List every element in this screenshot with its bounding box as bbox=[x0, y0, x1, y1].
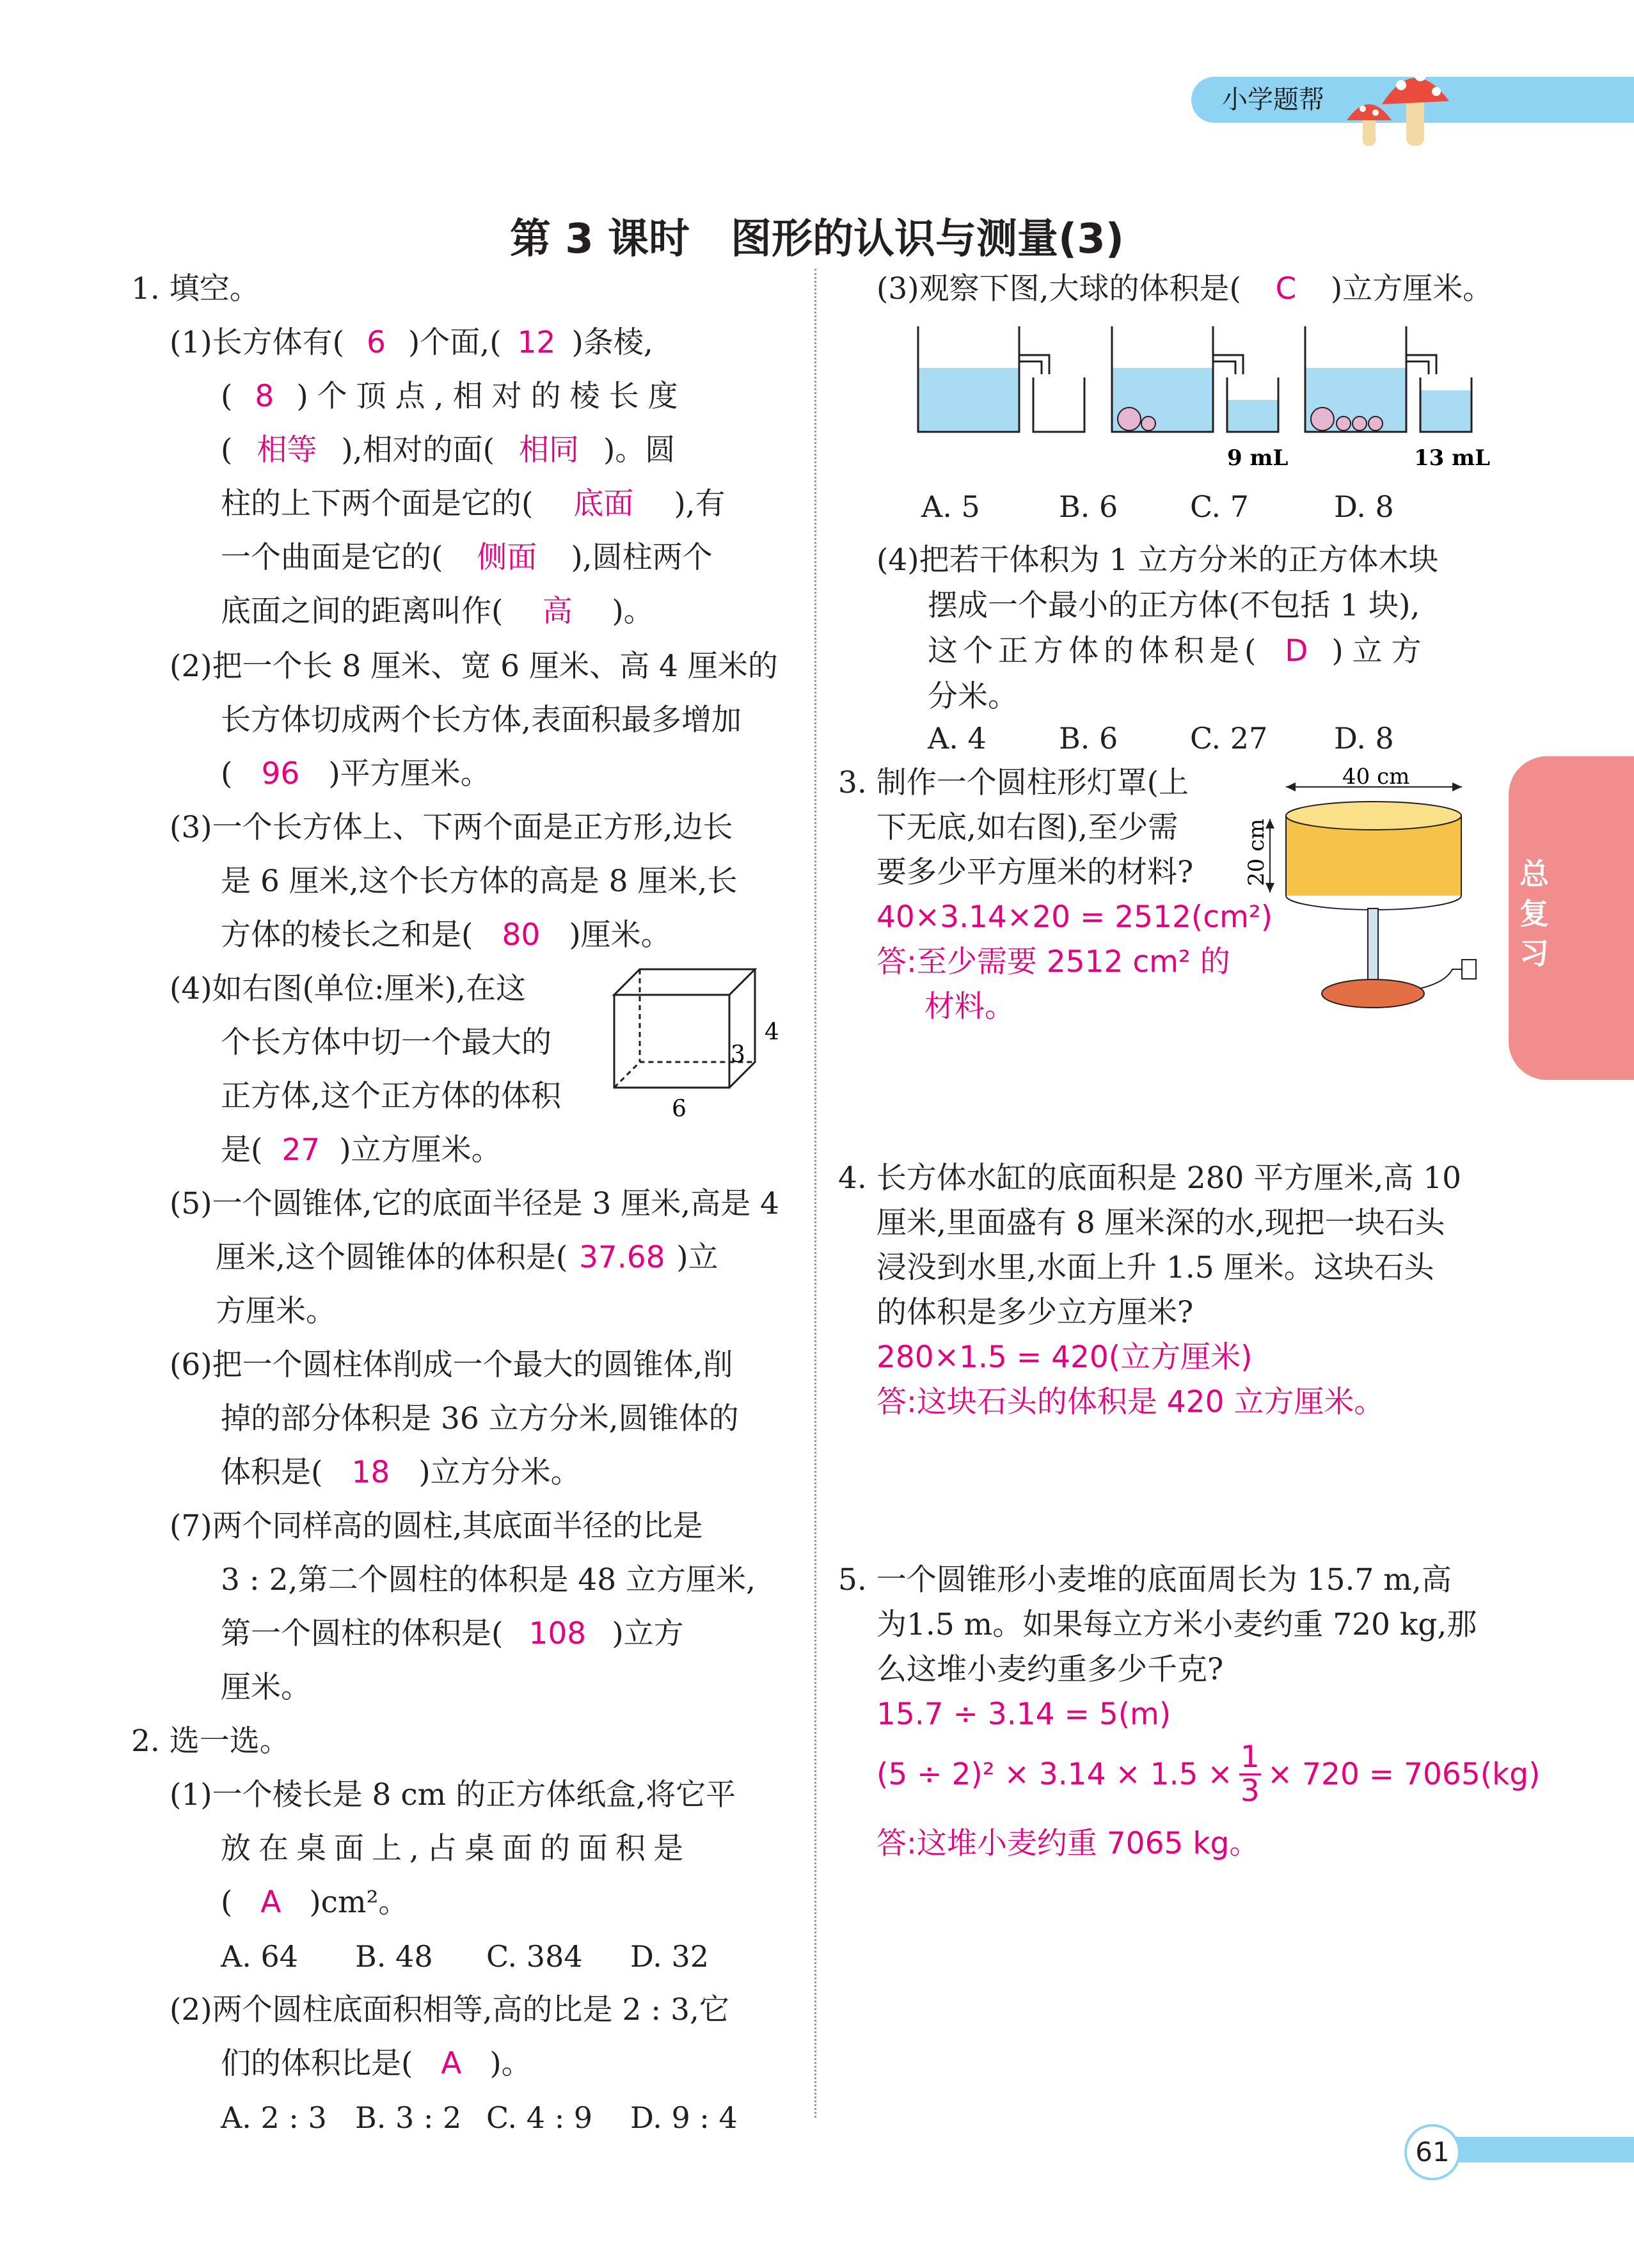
q4-answer-2: 答:这块石头的体积是 420 立方厘米。 bbox=[876, 1384, 1384, 1420]
option: C. 27 bbox=[1190, 721, 1268, 756]
answer: C bbox=[1275, 271, 1297, 306]
q2-s2-line2: 们的体积比是( A )。 bbox=[221, 2037, 532, 2091]
option: B. 48 bbox=[355, 1939, 433, 1974]
answer: D bbox=[1285, 633, 1308, 669]
option: D. 8 bbox=[1334, 721, 1394, 756]
q1-heading: 1. 填空。 bbox=[131, 271, 260, 306]
answer: 27 bbox=[282, 1132, 321, 1168]
q1-s1-line3: ( 相等 ),相对的面( 相同 )。圆 bbox=[221, 424, 675, 477]
answer: A bbox=[260, 1885, 282, 1920]
answer: 相等 bbox=[257, 432, 317, 468]
q1-s7-line3: 第一个圆柱的体积是( 108 )立方 bbox=[221, 1607, 684, 1661]
q1-s5-line1: (5)一个圆锥体,它的底面半径是 3 厘米,高是 4 bbox=[170, 1186, 780, 1221]
q1-s6-line3: 体积是( 18 )立方分米。 bbox=[221, 1446, 581, 1500]
answer: 侧面 bbox=[477, 540, 537, 575]
option: B. 6 bbox=[1059, 489, 1118, 524]
figure-depth-label: 3 bbox=[731, 1042, 745, 1068]
cup-label: 13 mL bbox=[1414, 445, 1491, 471]
q3-line2: 下无底,如右图),至少需 bbox=[876, 810, 1178, 845]
q4-line1: 4. 长方体水缸的底面积是 280 平方厘米,高 10 bbox=[838, 1161, 1462, 1196]
q1-s7-line1: (7)两个同样高的圆柱,其底面半径的比是 bbox=[170, 1509, 703, 1544]
q5-line1: 5. 一个圆锥形小麦堆的底面周长为 15.7 m,高 bbox=[838, 1562, 1452, 1598]
q1-s1-line1: (1)长方体有( 6 )个面,( 12 )条棱, bbox=[170, 316, 784, 370]
page-number: 61 bbox=[1404, 2124, 1461, 2180]
option: B. 6 bbox=[1059, 721, 1118, 756]
q2-s4-line2: 摆成一个最小的正方体(不包括 1 块), bbox=[928, 588, 1420, 623]
answer: 12 bbox=[517, 325, 556, 360]
q2-s1-line2: 放在桌面上,占桌面的面积是 bbox=[221, 1831, 691, 1866]
side-tab-char: 复 bbox=[1519, 896, 1549, 931]
option: A. 64 bbox=[221, 1939, 298, 1974]
q5-answer-1: 15.7 ÷ 3.14 = 5(m) bbox=[876, 1697, 1171, 1732]
q1-s3-line2: 是 6 厘米,这个长方体的高是 8 厘米,长 bbox=[221, 864, 738, 899]
fraction: 1 3 bbox=[1239, 1741, 1261, 1807]
lamp-figure bbox=[1235, 765, 1491, 1020]
footer-bar bbox=[1446, 2137, 1634, 2162]
q5-line3: 么这堆小麦约重多少千克? bbox=[876, 1652, 1224, 1687]
q3-line3: 要多少平方厘米的材料? bbox=[876, 855, 1194, 890]
answer: 8 bbox=[255, 379, 274, 414]
option: A. 2 : 3 bbox=[221, 2100, 327, 2135]
q2-s4-line1: (4)把若干体积为 1 立方分米的正方体木块 bbox=[876, 543, 1439, 578]
option: A. 5 bbox=[921, 489, 980, 524]
lamp-height-label: 20 cm bbox=[1244, 818, 1269, 886]
option: D. 9 : 4 bbox=[630, 2100, 738, 2135]
beakers-figure bbox=[915, 323, 1523, 483]
q1-s2-line2: 长方体切成两个长方体,表面积最多增加 bbox=[221, 702, 742, 738]
answer: 18 bbox=[351, 1455, 390, 1490]
q3-line1: 3. 制作一个圆柱形灯罩(上 bbox=[838, 765, 1189, 800]
q1-s3-line1: (3)一个长方体上、下两个面是正方形,边长 bbox=[170, 810, 733, 845]
q1-s4-line1: (4)如右图(单位:厘米),在这 bbox=[170, 971, 527, 1006]
option: C. 384 bbox=[486, 1939, 583, 1974]
option: D. 8 bbox=[1334, 489, 1394, 524]
q3-answer-2: 答:至少需要 2512 cm² 的 bbox=[876, 944, 1230, 979]
q1-s1-line5: 一个曲面是它的( 侧面 ),圆柱两个 bbox=[221, 531, 713, 585]
q1-s4-line4: 是( 27 )立方厘米。 bbox=[221, 1123, 502, 1177]
q1-s3-line3: 方体的棱长之和是( 80 )厘米。 bbox=[221, 908, 671, 962]
q1-s4-line2: 个长方体中切一个最大的 bbox=[221, 1025, 551, 1060]
answer: 相同 bbox=[518, 432, 579, 468]
answer: 80 bbox=[502, 917, 541, 953]
answer: 108 bbox=[528, 1616, 587, 1651]
q1-s1-line2: ( 8 )个顶点,相对的棱长度 bbox=[221, 370, 784, 424]
q4-line2: 厘米,里面盛有 8 厘米深的水,现把一块石头 bbox=[876, 1205, 1445, 1241]
option: C. 7 bbox=[1190, 489, 1249, 524]
answer: 6 bbox=[366, 325, 386, 360]
q5-answer-3: 答:这堆小麦约重 7065 kg。 bbox=[876, 1826, 1260, 1861]
q2-s2-line1: (2)两个圆柱底面积相等,高的比是 2 : 3,它 bbox=[170, 1992, 729, 2027]
page-title: 第 3 课时 图形的认识与测量(3) bbox=[509, 216, 1125, 263]
q1-s6-line2: 掉的部分体积是 36 立方分米,圆锥体的 bbox=[221, 1401, 739, 1436]
q2-s4-line3: 这个正方体的体积是( D )立方 bbox=[928, 624, 1431, 678]
q4-line3: 浸没到水里,水面上升 1.5 厘米。这块石头 bbox=[876, 1250, 1434, 1285]
q1-s1-line6: 底面之间的距离叫作( 高 )。 bbox=[221, 585, 654, 638]
q1-s4-line3: 正方体,这个正方体的体积 bbox=[221, 1079, 561, 1114]
q4-line4: 的体积是多少立方厘米? bbox=[876, 1295, 1194, 1330]
option: D. 32 bbox=[630, 1939, 710, 1974]
mushroom-icon bbox=[1337, 56, 1459, 152]
lamp-width-label: 40 cm bbox=[1342, 765, 1410, 789]
q2-s1-line3: ( A )cm²。 bbox=[221, 1876, 408, 1930]
answer: A bbox=[441, 2046, 462, 2081]
option: B. 3 : 2 bbox=[355, 2100, 462, 2135]
figure-height-label: 4 bbox=[765, 1019, 779, 1045]
cuboid-figure bbox=[601, 960, 793, 1126]
q2-s3-line1: (3)观察下图,大球的体积是( C )立方厘米。 bbox=[876, 262, 1493, 316]
q3-answer-1: 40×3.14×20 = 2512(cm²) bbox=[876, 900, 1273, 935]
side-tab-char: 习 bbox=[1519, 936, 1549, 971]
q1-s5-line2: 厘米,这个圆锥体的体积是( 37.68 )立 bbox=[216, 1231, 718, 1285]
q1-s6-line1: (6)把一个圆柱体削成一个最大的圆锥体,削 bbox=[170, 1347, 733, 1383]
q1-s2-line1: (2)把一个长 8 厘米、宽 6 厘米、高 4 厘米的 bbox=[170, 649, 778, 684]
column-divider bbox=[814, 269, 816, 2118]
header-brand: 小学题帮 bbox=[1222, 85, 1324, 115]
q5-line2: 为1.5 m。如果每立方米小麦约重 720 kg,那 bbox=[876, 1607, 1477, 1642]
q1-s7-line4: 厘米。 bbox=[221, 1670, 311, 1705]
q2-s4-line4: 分米。 bbox=[928, 679, 1018, 714]
q1-s7-line2: 3 : 2,第二个圆柱的体积是 48 立方厘米, bbox=[221, 1562, 756, 1598]
option: C. 4 : 9 bbox=[486, 2100, 593, 2135]
figure-width-label: 6 bbox=[672, 1096, 686, 1122]
answer: 37.68 bbox=[579, 1240, 665, 1275]
side-tab-char: 总 bbox=[1519, 857, 1549, 891]
q1-s2-line3: ( 96 )平方厘米。 bbox=[221, 747, 491, 801]
q3-answer-3: 材料。 bbox=[924, 989, 1015, 1024]
q4-answer-1: 280×1.5 = 420(立方厘米) bbox=[876, 1340, 1253, 1375]
q5-answer-2: (5 ÷ 2)² × 3.14 × 1.5 × 1 3 × 720 = 7065(kg) bbox=[876, 1739, 1541, 1809]
q1-s1-line4: 柱的上下两个面是它的( 底面 ),有 bbox=[221, 477, 726, 531]
answer: 底面 bbox=[573, 486, 634, 521]
cup-label: 9 mL bbox=[1227, 445, 1289, 471]
q2-s1-line1: (1)一个棱长是 8 cm 的正方体纸盒,将它平 bbox=[170, 1777, 736, 1812]
answer: 96 bbox=[261, 756, 300, 791]
q2-heading: 2. 选一选。 bbox=[131, 1724, 290, 1759]
option: A. 4 bbox=[928, 721, 987, 756]
answer: 高 bbox=[542, 594, 573, 629]
q1-s5-line3: 方厘米。 bbox=[216, 1294, 336, 1329]
